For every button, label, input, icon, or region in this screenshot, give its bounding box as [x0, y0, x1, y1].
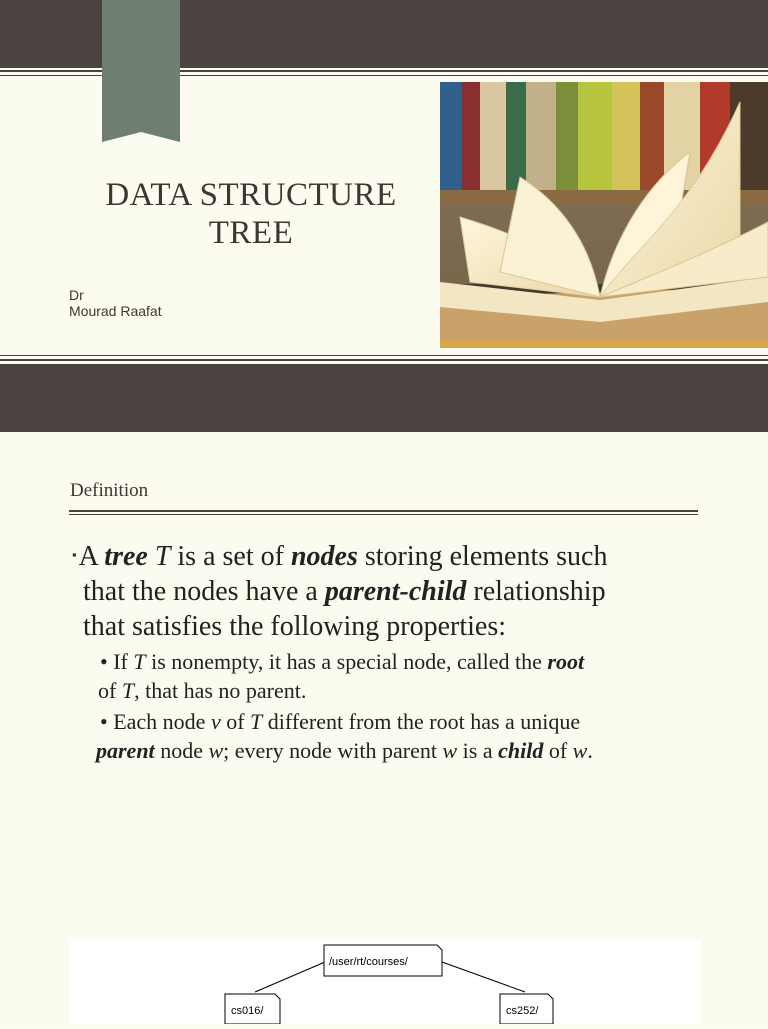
var-T: T — [154, 541, 171, 572]
text: that the nodes have a — [83, 576, 325, 607]
author-name: Mourad Raafat — [69, 303, 162, 319]
tree-diagram-svg — [70, 940, 700, 1024]
term-parent: parent — [96, 738, 155, 763]
author-prefix: Dr — [69, 287, 84, 303]
var-T: T — [133, 649, 146, 674]
slide-heading: Definition — [70, 480, 149, 501]
bottom-rule-thin — [0, 355, 768, 356]
text: relationship — [466, 576, 606, 607]
definition-slide — [0, 432, 768, 1024]
bottom-rule-thick — [0, 359, 768, 361]
bullet-marker: ▪ — [72, 547, 77, 562]
term-nodes: nodes — [290, 541, 358, 572]
term-tree: tree — [104, 541, 148, 572]
text: of — [98, 678, 122, 703]
var-w: w — [572, 738, 588, 763]
term-child: child — [498, 738, 544, 763]
main-bullet-line-3: that satisfies the following properties: — [83, 611, 507, 642]
title-slide — [0, 0, 768, 432]
edge-root-left — [255, 962, 325, 992]
var-v: v — [210, 709, 221, 734]
bottom-band — [0, 364, 768, 432]
sub-bullet-1 — [98, 647, 718, 705]
text: , that has no parent. — [134, 678, 307, 703]
text: of — [220, 709, 251, 734]
text: different from the root has a unique — [262, 709, 581, 734]
sub-bullet-1-line-2 — [98, 676, 718, 705]
tree-node-root-label: /user/rt/courses/ — [329, 956, 408, 968]
text: • If — [100, 649, 134, 674]
book-illustration — [440, 82, 768, 348]
sub-bullet-1-line-1 — [98, 647, 718, 676]
sub-bullet-2 — [96, 707, 716, 765]
var-w: w — [442, 738, 458, 763]
text: is a set of — [170, 541, 291, 572]
heading-rule-thin — [69, 510, 698, 512]
text: A — [78, 541, 105, 572]
heading-rule-thick — [69, 514, 698, 515]
tree-node-left-label: cs016/ — [231, 1005, 264, 1017]
text: is nonempty, it has a special node, called the — [145, 649, 548, 674]
text: storing elements such — [357, 541, 608, 572]
term-root: root — [547, 649, 585, 674]
text: is a — [457, 738, 499, 763]
tree-diagram — [70, 940, 700, 1024]
ribbon-bookmark — [102, 0, 180, 142]
var-T: T — [250, 709, 263, 734]
term-parent-child: parent-child — [324, 576, 467, 607]
title-line-2: TREE — [208, 215, 294, 251]
main-bullet — [72, 537, 712, 644]
text: • Each node — [100, 709, 211, 734]
title-line-1: DATA STRUCTURE — [105, 177, 397, 213]
text — [148, 541, 155, 572]
slide-title — [70, 176, 432, 252]
edge-root-right — [442, 962, 525, 992]
text: . — [587, 738, 593, 763]
main-bullet-line-1 — [72, 537, 712, 574]
text: of — [543, 738, 573, 763]
text: ; every node with parent — [223, 738, 443, 763]
open-book-photo — [440, 82, 768, 348]
author — [69, 287, 162, 319]
var-w: w — [208, 738, 224, 763]
main-bullet-line-2 — [72, 574, 712, 609]
var-T: T — [121, 678, 135, 703]
sub-bullet-2-line-2 — [96, 736, 716, 765]
sub-bullet-2-line-1 — [96, 707, 716, 736]
text: node — [154, 738, 209, 763]
tree-node-right-label: cs252/ — [506, 1005, 539, 1017]
